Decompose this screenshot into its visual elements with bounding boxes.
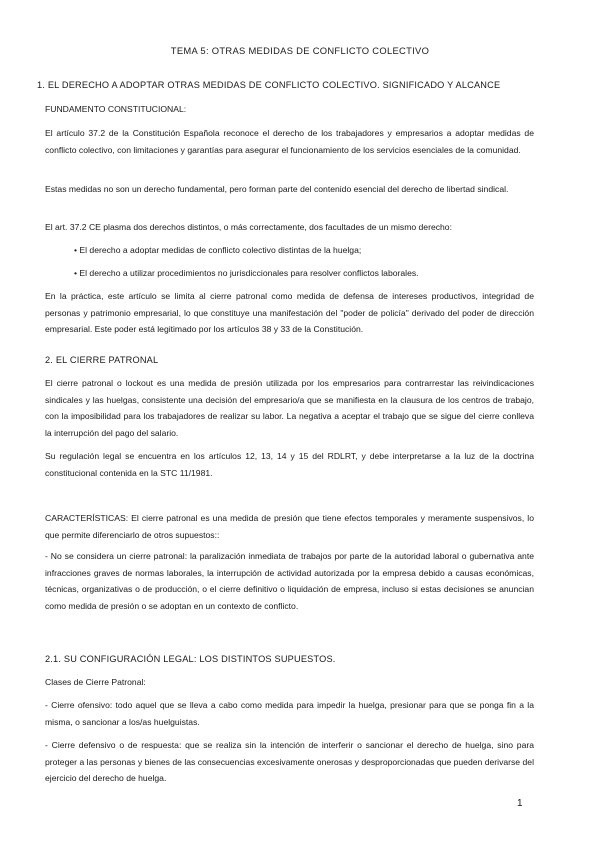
section-2-heading: 2. EL CIERRE PATRONAL <box>45 355 159 365</box>
bullet-item: • El derecho a utilizar procedimientos no jurisdiccionales para resolver conflictos laborales. <box>74 268 419 278</box>
paragraph-offensive-lockout: - Cierre ofensivo: todo aquel que se lleva a cabo como medida para impedir la huelga, presionar para que se ponga fin a la misma, o sancionar a los/as huelguistas. <box>45 700 534 727</box>
fundamento-heading: FUNDAMENTO CONSTITUCIONAL: <box>45 104 187 114</box>
paragraph-lockout-definition: El cierre patronal o lockout es una medida de presión utilizada por los empresarios para contrarrestar las reivindicaciones sindicales y las huelgas, consistente una decisión del empresario/a que se manifiesta en la clausura de los centros de trabajo, con la imposibilidad para los trabajadores de realizar su labor. La negativa a aceptar el trabajo que se sigue del cierre conlleva la interrupción del pago del salario. <box>45 378 534 438</box>
clases-heading: Clases de Cierre Patronal: <box>45 677 146 687</box>
page-number: 1 <box>517 798 523 809</box>
paragraph-legal-regulation: Su regulación legal se encuentra en los artículos 12, 13, 14 y 15 del RDLRT, y debe interpretarse a la luz de la doctrina constitucional contenida en la STC 11/1981. <box>45 451 534 478</box>
section-2-1-heading: 2.1. SU CONFIGURACIÓN LEGAL: LOS DISTINTOS SUPUESTOS. <box>45 654 336 664</box>
paragraph-defensive-lockout: - Cierre defensivo o de respuesta: que se realiza sin la intención de interferir o sancionar el derecho de huelga, sino para proteger a las personas y bienes de las consecuencias excesivamente onerosas y desproporcionadas que pueden derivarse del ejercicio del derecho de huelga. <box>45 740 534 783</box>
paragraph-article-37: El artículo 37.2 de la Constitución Española reconoce el derecho de los trabajadores y empresarios a adoptar medidas de conflicto colectivo, con limitaciones y garantías para asegurar el funcionamiento de los servicios esenciales de la comunidad. <box>45 128 534 155</box>
paragraph-characteristics: CARACTERÍSTICAS: El cierre patronal es una medida de presión que tiene efectos temporales y meramente suspensivos, lo que permite diferenciarlo de otros supuestos:: <box>45 513 534 540</box>
document-title: TEMA 5: OTRAS MEDIDAS DE CONFLICTO COLECTIVO <box>170 45 430 56</box>
paragraph-not-lockout: - No se considera un cierre patronal: la paralización inmediata de trabajos por parte de la autoridad laboral o gubernativa ante infracciones graves de normas laborales, la interrupción de actividad autorizada por la empresa debido a causas económicas, técnicas, organizativas o de producción, o el cierre definitivo o liquidación de empresa, incluso si estas decisiones se anuncian como medida de presión o se adoptan en un contexto de conflicto. <box>45 551 534 611</box>
paragraph-not-fundamental-right: Estas medidas no son un derecho fundamental, pero forman parte del contenido esencial del derecho de libertad sindical. <box>45 184 509 194</box>
bullet-item: • El derecho a adoptar medidas de conflicto colectivo distintas de la huelga; <box>74 245 362 255</box>
paragraph-two-rights: El art. 37.2 CE plasma dos derechos distintos, o más correctamente, dos facultades de un mismo derecho: <box>45 222 452 232</box>
section-1-heading: 1. EL DERECHO A ADOPTAR OTRAS MEDIDAS DE CONFLICTO COLECTIVO. SIGNIFICADO Y ALCANCE <box>37 80 501 90</box>
paragraph-practice: En la práctica, este artículo se limita al cierre patronal como medida de defensa de intereses productivos, integridad de personas y patrimonio empresarial, lo que constituye una manifestación del "poder de policía" derivado del poder de dirección empresarial. Este poder está legitimado por los artículos 38 y 33 de la Constitución. <box>45 291 534 334</box>
